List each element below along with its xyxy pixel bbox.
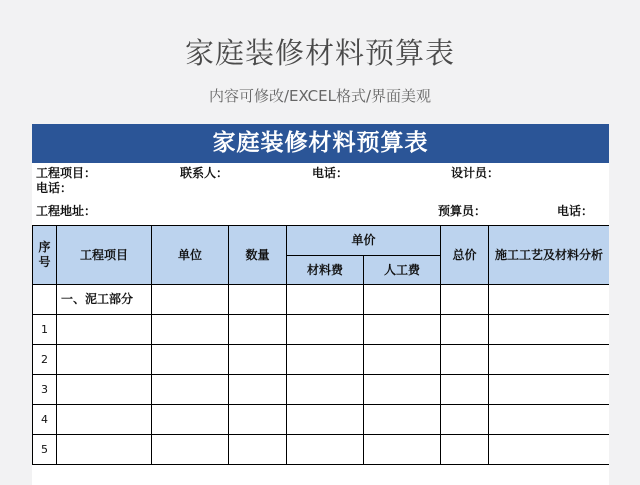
budget-table [32, 225, 609, 465]
contact-label: 联系人： [180, 166, 229, 180]
table-cell[interactable] [287, 315, 364, 345]
table-cell[interactable] [441, 315, 489, 345]
table-cell[interactable] [364, 285, 441, 315]
row-number: 1 [33, 315, 57, 345]
section-label: 一、泥工部分 [57, 285, 152, 315]
designer-label: 设计员： [451, 166, 500, 180]
table-cell[interactable] [287, 375, 364, 405]
table-cell[interactable] [57, 375, 152, 405]
table-cell[interactable] [57, 345, 152, 375]
table-cell[interactable] [287, 285, 364, 315]
estimator-phone-label: 电话： [557, 204, 594, 218]
address-label: 工程地址： [36, 204, 97, 218]
table-cell[interactable] [441, 285, 489, 315]
col-seq: 序号 [33, 226, 57, 285]
table-cell[interactable] [364, 435, 441, 465]
estimator-label: 预算员： [438, 204, 487, 218]
table-cell[interactable] [57, 315, 152, 345]
table-cell[interactable] [152, 435, 229, 465]
table-cell[interactable] [441, 405, 489, 435]
table-cell[interactable] [441, 435, 489, 465]
table-row [33, 345, 610, 375]
table-cell[interactable] [364, 405, 441, 435]
col-item: 工程项目 [57, 226, 152, 285]
table-cell[interactable] [287, 345, 364, 375]
table-cell[interactable] [57, 435, 152, 465]
table-cell[interactable] [33, 285, 57, 315]
col-unit: 单位 [152, 226, 229, 285]
designer-phone-label: 电话： [36, 181, 73, 195]
col-qty: 数量 [229, 226, 287, 285]
table-cell[interactable] [489, 285, 609, 315]
col-total: 总价 [441, 226, 489, 285]
table-cell[interactable] [229, 285, 287, 315]
table-cell[interactable] [57, 405, 152, 435]
project-label: 工程项目： [36, 166, 97, 180]
table-cell[interactable] [489, 405, 609, 435]
section-row [33, 285, 610, 315]
table-cell[interactable] [229, 315, 287, 345]
col-material-fee: 材料费 [287, 256, 364, 285]
table-row [33, 435, 610, 465]
table-cell[interactable] [229, 405, 287, 435]
table-row [33, 315, 610, 345]
table-cell[interactable] [364, 345, 441, 375]
table-header-row [33, 226, 610, 256]
table-row [33, 375, 610, 405]
table-row [33, 405, 610, 435]
table-cell[interactable] [441, 375, 489, 405]
table-cell[interactable] [152, 405, 229, 435]
col-unit-price: 单价 [287, 226, 441, 256]
table-cell[interactable] [364, 315, 441, 345]
row-number: 2 [33, 345, 57, 375]
table-cell[interactable] [152, 285, 229, 315]
page-subtitle: 内容可修改/EXCEL格式/界面美观 [208, 87, 432, 105]
table-cell[interactable] [441, 345, 489, 375]
budget-sheet [32, 124, 609, 485]
table-cell[interactable] [489, 345, 609, 375]
table-cell[interactable] [287, 435, 364, 465]
table-cell[interactable] [287, 405, 364, 435]
table-cell[interactable] [229, 345, 287, 375]
table-cell[interactable] [364, 375, 441, 405]
table-cell[interactable] [152, 315, 229, 345]
col-craft: 施工工艺及材料分析 [489, 226, 609, 285]
col-labor-fee: 人工费 [364, 256, 441, 285]
table-cell[interactable] [489, 375, 609, 405]
phone-label: 电话： [312, 166, 349, 180]
table-cell[interactable] [229, 435, 287, 465]
table-cell[interactable] [152, 345, 229, 375]
sheet-title: 家庭装修材料预算表 [32, 124, 609, 163]
table-cell[interactable] [229, 375, 287, 405]
row-number: 4 [33, 405, 57, 435]
row-number: 5 [33, 435, 57, 465]
table-cell[interactable] [152, 375, 229, 405]
table-cell[interactable] [489, 315, 609, 345]
row-number: 3 [33, 375, 57, 405]
page-title: 家庭装修材料预算表 [184, 36, 455, 70]
table-cell[interactable] [489, 435, 609, 465]
